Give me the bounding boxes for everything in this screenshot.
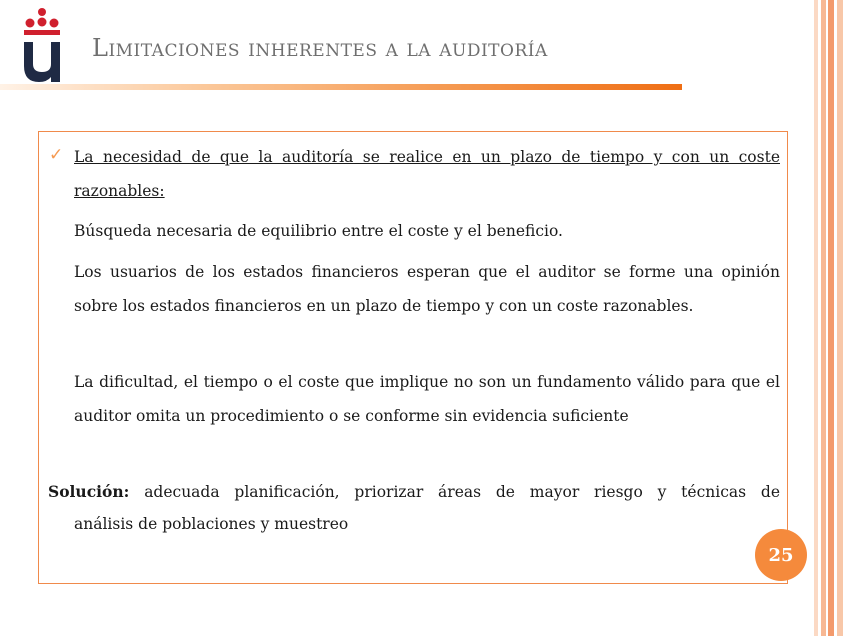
title-underline (0, 84, 682, 90)
page-number-badge: 25 (755, 529, 807, 581)
paragraph-cost-benefit: Búsqueda necesaria de equilibrio entre el coste y el beneficio. (74, 222, 563, 240)
decorative-side-stripes (812, 0, 848, 636)
paragraph-difficulty: La dificultad, el tiempo o el coste que implique no son un fundamento válido para que el auditor omita un procedimiento o se conforme sin evidencia suficiente (74, 373, 780, 425)
solution-text-line2: análisis de poblaciones y muestreo (74, 515, 349, 533)
solution-label: Solución: (48, 482, 130, 501)
solution-text-line1: adecuada planificación, priorizar áreas de mayor riesgo y técnicas de (144, 483, 780, 501)
solution-line (48, 475, 780, 509)
paragraph-users-expectations: Los usuarios de los estados financieros esperan que el auditor se forme una opinión sobre los estados financieros en un plazo de tiempo y con un coste razonables. (74, 263, 780, 315)
university-logo (20, 6, 64, 82)
checkmark-bullet-icon: ✓ (49, 145, 64, 165)
slide-title: Limitaciones inherentes a la auditoría (92, 34, 548, 62)
bullet-heading: La necesidad de que la auditoría se realice en un plazo de tiempo y con un coste razonables: (74, 148, 780, 200)
